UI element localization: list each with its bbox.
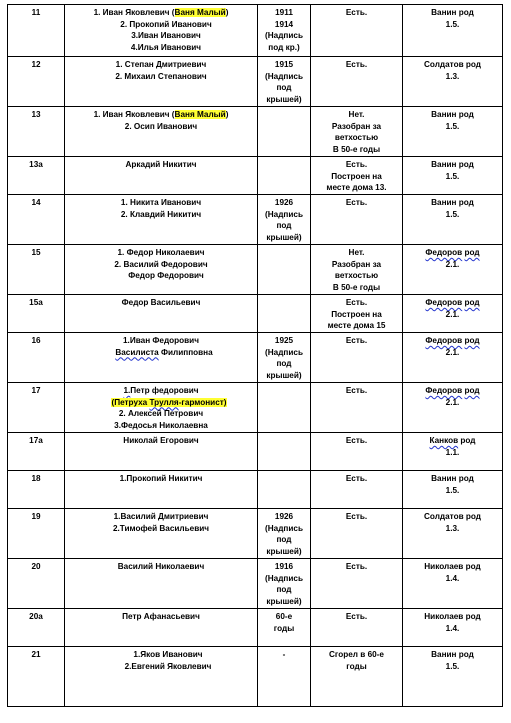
text-segment: род [464, 336, 480, 345]
status-line: годы [346, 661, 367, 671]
year-line: 1915 [274, 60, 294, 69]
house-number-cell [8, 433, 65, 471]
family-cell [403, 383, 503, 433]
table-row [8, 471, 503, 509]
status-line: Есть. [345, 8, 368, 17]
residents-cell [65, 609, 258, 647]
text-segment: 2.1. [445, 397, 460, 407]
text-segment: род [464, 298, 480, 307]
resident-name [66, 473, 256, 485]
status-cell [311, 471, 403, 509]
year-line: 1926 [274, 512, 294, 521]
year-line: крышей) [266, 94, 302, 104]
resident-name [66, 30, 256, 42]
house-number-cell [8, 107, 65, 157]
house-number: 20 [31, 562, 41, 571]
status-line: Есть. [345, 386, 368, 395]
year-line: 1925 [274, 336, 294, 345]
status-line: Нет. [348, 248, 365, 257]
text-segment: 1.5. [445, 209, 460, 219]
text-segment: 2. Прокопий Иванович [120, 19, 212, 29]
resident-name [66, 297, 256, 309]
text-segment: Аркадий Никитич [125, 160, 197, 169]
text-segment: 1.1. [445, 447, 460, 457]
text-segment: 2.1. [445, 347, 460, 357]
year-cell [258, 245, 311, 295]
text-segment: ) [225, 8, 229, 17]
table-row [8, 57, 503, 107]
text-segment: Ваня Малый [174, 110, 226, 119]
residents-cell [65, 245, 258, 295]
status-line: Есть. [345, 474, 368, 483]
house-number-cell [8, 559, 65, 609]
house-number: 18 [31, 474, 41, 483]
status-line: Есть. [345, 612, 368, 621]
house-number: 17а [29, 436, 43, 445]
year-line: - [282, 650, 286, 659]
family-line [404, 385, 501, 397]
family-cell [403, 559, 503, 609]
text-segment: 1.5. [445, 19, 460, 29]
houses-table [7, 4, 503, 707]
text-segment: Солдатов род [424, 512, 481, 521]
residents-cell [65, 559, 258, 609]
family-line [404, 297, 501, 309]
text-segment: 1. Иван Яковлевич ( [93, 8, 175, 17]
text-segment: Петр федорович [130, 386, 199, 395]
year-line: (Надпись [265, 31, 303, 41]
family-line [404, 473, 501, 485]
family-line [404, 485, 501, 497]
status-line: Есть. [345, 60, 368, 69]
status-cell [311, 107, 403, 157]
status-line: Есть. [345, 512, 368, 521]
family-cell [403, 433, 503, 471]
house-number: 20а [29, 612, 43, 621]
resident-name [66, 385, 256, 397]
resident-name [66, 42, 256, 54]
text-segment: Ванин род [431, 110, 474, 119]
status-line: месте дома 13. [326, 183, 387, 193]
text-segment: 2. Осип Иванович [124, 121, 198, 131]
text-segment: 1.5. [445, 485, 460, 495]
text-segment: 1. Никита Иванович [120, 198, 202, 207]
status-cell [311, 195, 403, 245]
year-cell [258, 509, 311, 559]
text-segment: 1. Степан Дмитриевич [115, 60, 207, 69]
text-segment: Ванин род [431, 650, 474, 659]
family-line [404, 335, 501, 347]
year-line: под [276, 535, 292, 545]
house-number-cell [8, 509, 65, 559]
resident-name [66, 649, 256, 661]
family-cell [403, 57, 503, 107]
text-segment: Солдатов род [424, 60, 481, 69]
table-row [8, 195, 503, 245]
year-cell [258, 57, 311, 107]
year-line: под [276, 359, 292, 369]
house-number-cell [8, 195, 65, 245]
text-segment: 1.3. [445, 523, 460, 533]
resident-name [66, 109, 256, 121]
text-segment: 1.Прокопий Никитич [119, 474, 203, 483]
year-line: под [276, 221, 292, 231]
family-line [404, 397, 501, 409]
table-row [8, 383, 503, 433]
table-row [8, 5, 503, 57]
table-row [8, 559, 503, 609]
text-segment: 2. Василий Федорович [114, 259, 208, 269]
text-segment: Николаев род [424, 612, 481, 621]
text-segment: Василий Николаевич [117, 562, 205, 571]
resident-name [66, 561, 256, 573]
family-cell [403, 647, 503, 707]
resident-name [66, 259, 256, 271]
house-number-cell [8, 295, 65, 333]
status-cell [311, 647, 403, 707]
house-number-cell [8, 245, 65, 295]
resident-name [66, 661, 256, 673]
text-segment: род [464, 386, 480, 395]
text-segment: 1. Федор Николаевич [117, 248, 205, 257]
status-line: Нет. [348, 110, 365, 119]
text-segment: Канков [429, 436, 459, 445]
family-line [404, 197, 501, 209]
resident-name [66, 420, 256, 432]
table-row [8, 295, 503, 333]
year-line: под кр.) [268, 42, 300, 52]
year-line: (Надпись [265, 523, 303, 533]
text-segment: Федоров [425, 298, 463, 307]
text-segment: Ванин род [431, 160, 474, 169]
resident-name [66, 511, 256, 523]
residents-cell [65, 647, 258, 707]
resident-name [66, 121, 256, 133]
resident-name [66, 59, 256, 71]
residents-cell [65, 157, 258, 195]
text-segment: Трулля [149, 397, 179, 407]
status-line: Есть. [345, 298, 368, 307]
year-line: крышей) [266, 232, 302, 242]
house-number: 11 [31, 8, 41, 17]
status-line: Есть. [345, 160, 368, 169]
residents-cell [65, 107, 258, 157]
year-line: крышей) [266, 596, 302, 606]
resident-name [66, 611, 256, 623]
resident-name [66, 71, 256, 83]
text-segment: Петр Афанасьевич [122, 612, 200, 621]
status-line: Разобран за [331, 121, 382, 131]
family-line [404, 611, 501, 623]
text-segment: Федоров [425, 336, 463, 345]
house-number-cell [8, 471, 65, 509]
text-segment: Ванин род [431, 8, 474, 17]
status-line: Есть. [345, 336, 368, 345]
status-cell [311, 509, 403, 559]
family-line [404, 523, 501, 535]
residents-cell [65, 471, 258, 509]
text-segment: 2. Алексей Петрович [118, 409, 204, 419]
house-number-cell [8, 647, 65, 707]
resident-name [66, 7, 256, 19]
status-line: В 50-е годы [332, 144, 381, 154]
family-line [404, 309, 501, 321]
family-line [404, 649, 501, 661]
table-row [8, 647, 503, 707]
table-row [8, 509, 503, 559]
residents-cell [65, 509, 258, 559]
family-line [404, 623, 501, 635]
text-segment: 1. [123, 386, 131, 395]
house-number-cell [8, 57, 65, 107]
family-line [404, 209, 501, 221]
family-cell [403, 195, 503, 245]
year-cell [258, 609, 311, 647]
status-line: Построен на [331, 309, 382, 319]
house-number: 21 [31, 650, 41, 659]
house-number: 12 [31, 60, 41, 69]
year-line: (Надпись [265, 347, 303, 357]
house-number-cell [8, 5, 65, 57]
year-cell [258, 157, 311, 195]
text-segment: Федоров [425, 248, 463, 257]
text-segment: Федоров [425, 386, 463, 395]
table-row [8, 433, 503, 471]
status-line: Есть. [345, 198, 368, 207]
status-line: Есть. [345, 562, 368, 571]
house-number-cell [8, 609, 65, 647]
table-row [8, 609, 503, 647]
text-segment: 2. Михаил Степанович [115, 71, 207, 81]
year-cell [258, 5, 311, 57]
status-cell [311, 559, 403, 609]
family-line [404, 121, 501, 133]
text-segment: 1.5. [445, 121, 460, 131]
text-segment: 1.4. [445, 623, 460, 633]
resident-name [66, 335, 256, 347]
text-segment: 1.Василий Дмитриевич [113, 512, 209, 521]
house-number: 17 [31, 386, 41, 395]
status-line: Построен на [331, 171, 382, 181]
family-line [404, 661, 501, 673]
status-line: месте дома 15 [327, 321, 386, 331]
text-segment: 1.Иван Федорович [123, 336, 199, 345]
status-line: ветхостью [334, 271, 379, 281]
resident-name [66, 408, 256, 420]
year-line: (Надпись [265, 71, 303, 81]
text-segment: Ванин род [431, 474, 474, 483]
year-line: 1911 [275, 8, 293, 17]
house-number: 13 [31, 110, 41, 119]
status-cell [311, 5, 403, 57]
family-line [404, 447, 501, 459]
house-number: 19 [31, 512, 41, 521]
status-cell [311, 295, 403, 333]
family-line [404, 71, 501, 83]
house-number: 13а [29, 160, 43, 169]
family-line [404, 171, 501, 183]
family-cell [403, 295, 503, 333]
status-cell [311, 245, 403, 295]
family-cell [403, 509, 503, 559]
family-cell [403, 333, 503, 383]
family-line [404, 247, 501, 259]
year-line: (Надпись [265, 573, 303, 583]
residents-cell [65, 433, 258, 471]
text-segment: Филипповна [158, 347, 213, 357]
resident-name [66, 270, 256, 282]
year-cell [258, 383, 311, 433]
text-segment: Николаев род [424, 562, 481, 571]
year-line: под [276, 585, 292, 595]
resident-name [66, 19, 256, 31]
resident-name [66, 397, 256, 409]
text-segment: род [464, 248, 480, 257]
text-segment: Василиста [115, 347, 159, 357]
family-line [404, 109, 501, 121]
text-segment: 2.Евгений Яковлевич [124, 661, 212, 671]
family-line [404, 435, 501, 447]
year-cell [258, 471, 311, 509]
resident-name [66, 159, 256, 171]
text-segment: Николай Егорович [123, 436, 199, 445]
year-cell [258, 559, 311, 609]
text-segment: -гармонист) [178, 397, 227, 407]
family-line [404, 19, 501, 31]
year-cell [258, 333, 311, 383]
text-segment: 1.5. [445, 661, 460, 671]
resident-name [66, 209, 256, 221]
text-segment: 2.1. [445, 309, 460, 319]
family-cell [403, 609, 503, 647]
house-number: 15а [29, 298, 43, 307]
family-line [404, 511, 501, 523]
residents-cell [65, 333, 258, 383]
table-row [8, 157, 503, 195]
status-cell [311, 609, 403, 647]
family-line [404, 573, 501, 585]
year-cell [258, 107, 311, 157]
text-segment: 2.Тимофей Васильевич [112, 523, 210, 533]
text-segment: 1.5. [445, 171, 460, 181]
resident-name [66, 197, 256, 209]
text-segment: 4.Илья Иванович [130, 42, 202, 52]
house-number-cell [8, 333, 65, 383]
text-segment: (Петруха [111, 397, 150, 407]
family-line [404, 347, 501, 359]
text-segment: 3.Иван Иванович [131, 31, 201, 41]
family-line [404, 259, 501, 271]
residents-cell [65, 195, 258, 245]
house-number: 16 [31, 336, 41, 345]
family-cell [403, 471, 503, 509]
status-line: Есть. [345, 436, 368, 445]
text-segment: 1.4. [445, 573, 460, 583]
text-segment: ) [225, 110, 229, 119]
text-segment: 1.3. [445, 71, 460, 81]
house-number: 14 [31, 198, 41, 207]
year-line: 1926 [274, 198, 294, 207]
text-segment: 3.Федосья Николаевна [114, 420, 208, 430]
year-line: 60-е [275, 612, 293, 621]
year-cell [258, 433, 311, 471]
resident-name [66, 523, 256, 535]
family-line [404, 159, 501, 171]
resident-name [66, 247, 256, 259]
family-line [404, 7, 501, 19]
family-cell [403, 245, 503, 295]
text-segment: Ванин род [431, 198, 474, 207]
status-cell [311, 57, 403, 107]
residents-cell [65, 295, 258, 333]
family-line [404, 561, 501, 573]
status-cell [311, 433, 403, 471]
text-segment: Федор Васильевич [121, 298, 201, 307]
status-line: В 50-е годы [332, 282, 381, 292]
year-line: (Надпись [265, 209, 303, 219]
text-segment: Федор Федорович [128, 271, 204, 281]
status-cell [311, 333, 403, 383]
year-cell [258, 295, 311, 333]
status-line: ветхостью [334, 133, 379, 143]
family-cell [403, 157, 503, 195]
resident-name [66, 347, 256, 359]
text-segment: 1. Иван Яковлевич ( [93, 110, 175, 119]
year-line: под [276, 83, 292, 93]
status-line: Сгорел в 60-е [329, 650, 384, 659]
status-line: Разобран за [331, 259, 382, 269]
text-segment: 2.1. [445, 259, 460, 269]
table-row [8, 245, 503, 295]
residents-cell [65, 383, 258, 433]
text-segment: 2. Клавдий Никитич [120, 209, 202, 219]
year-line: крышей) [266, 370, 302, 380]
house-number-cell [8, 383, 65, 433]
resident-name [66, 435, 256, 447]
status-cell [311, 157, 403, 195]
text-segment: род [458, 436, 476, 445]
table-row [8, 107, 503, 157]
residents-cell [65, 5, 258, 57]
year-line: 1916 [274, 562, 294, 571]
houses-table-body [8, 5, 503, 707]
table-row [8, 333, 503, 383]
residents-cell [65, 57, 258, 107]
year-cell [258, 195, 311, 245]
family-cell [403, 5, 503, 57]
house-number-cell [8, 157, 65, 195]
status-cell [311, 383, 403, 433]
house-number: 15 [31, 248, 41, 257]
year-line: 1914 [274, 19, 294, 29]
family-line [404, 59, 501, 71]
family-cell [403, 107, 503, 157]
year-cell [258, 647, 311, 707]
text-segment: Ваня Малый [174, 8, 226, 17]
text-segment: 1.Яков Иванович [133, 650, 203, 659]
year-line: крышей) [266, 546, 302, 556]
year-line: годы [273, 623, 295, 633]
